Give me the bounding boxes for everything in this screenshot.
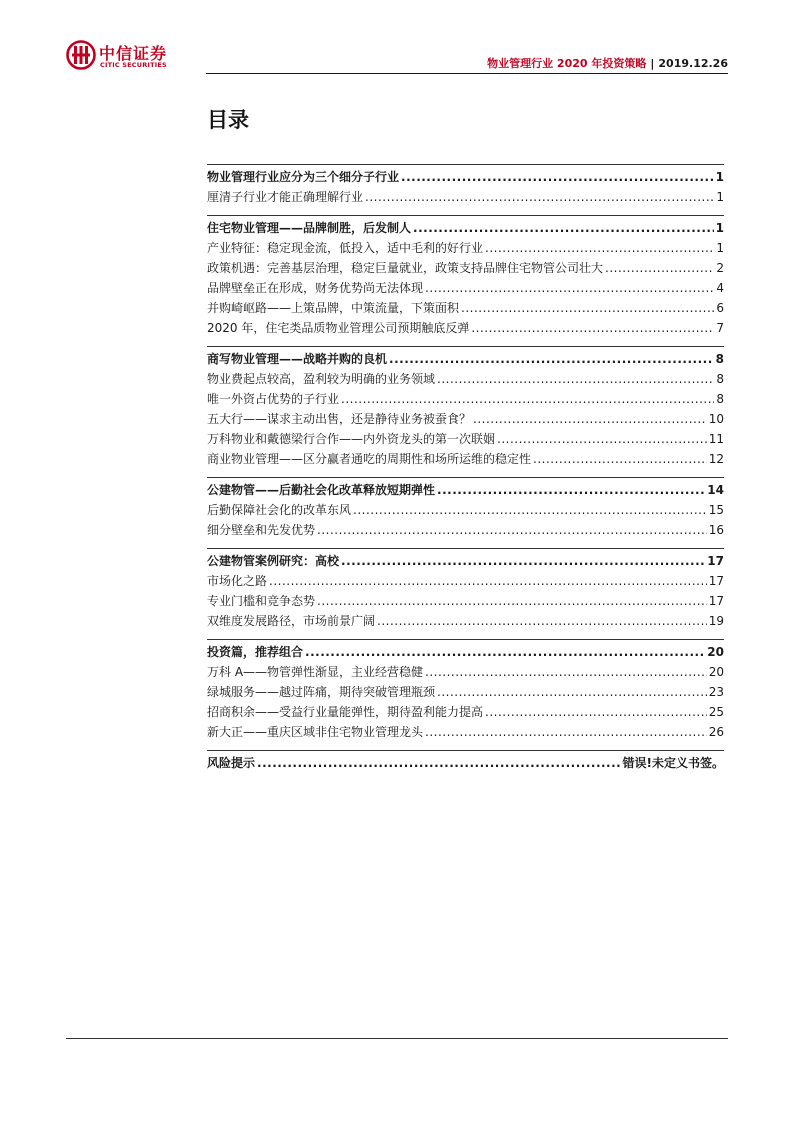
toc-subsection-entry[interactable] — [207, 279, 724, 299]
toc-subsection-entry-page-number: 17 — [708, 594, 724, 608]
toc-section — [207, 639, 724, 743]
dot-leader — [425, 281, 714, 295]
dot-leader — [485, 705, 707, 719]
toc-subsection-entry[interactable] — [207, 239, 724, 259]
toc-subsection-entry-page-number: 23 — [708, 685, 724, 699]
toc-subsection-entry[interactable] — [207, 703, 724, 723]
toc-subsection-entry-title: 2020 年，住宅类品质物业管理公司预期触底反弹 — [207, 321, 470, 335]
dot-leader — [425, 665, 707, 679]
logo-text-cn: 中信证券 — [99, 44, 168, 63]
toc-subsection-entry-page-number: 2 — [716, 261, 724, 275]
toc-subsection-entry[interactable] — [207, 683, 724, 703]
toc-subsection-entry-page-number: 17 — [708, 574, 724, 588]
toc-subsection-entry[interactable] — [207, 723, 724, 743]
dot-leader — [437, 372, 714, 386]
dot-leader — [461, 301, 714, 315]
toc-subsection-entry-page-number: 1 — [716, 190, 724, 204]
dot-leader — [471, 321, 714, 335]
toc-subsection-entry-title: 产业特征：稳定现金流，低投入，适中毛利的好行业 — [207, 241, 484, 255]
toc-subsection-entry[interactable] — [207, 663, 724, 683]
toc-section-entry-title: 公建物管——后勤社会化改革释放短期弹性 — [207, 483, 436, 497]
toc-section — [207, 477, 724, 541]
toc-section-entry[interactable] — [207, 219, 724, 239]
toc-section — [207, 548, 724, 632]
dot-leader — [437, 483, 705, 497]
toc-subsection-entry[interactable] — [207, 299, 724, 319]
toc-subsection-entry-page-number: 19 — [708, 614, 724, 628]
toc-section-entry[interactable] — [207, 643, 724, 663]
toc-subsection-entry[interactable] — [207, 370, 724, 390]
toc-subsection-entry-page-number: 12 — [708, 452, 724, 466]
toc-subsection-entry-page-number: 15 — [708, 503, 724, 517]
toc-section — [207, 750, 724, 774]
dot-leader — [473, 412, 707, 426]
citic-logo-icon — [66, 40, 96, 70]
report-date: 2019.12.26 — [658, 57, 728, 70]
toc-subsection-entry[interactable] — [207, 319, 724, 339]
toc-subsection-entry-page-number: 8 — [716, 372, 724, 386]
table-of-contents — [207, 164, 724, 781]
toc-subsection-entry-title: 细分壁垒和先发优势 — [207, 523, 316, 537]
toc-subsection-entry[interactable] — [207, 259, 724, 279]
toc-subsection-entry[interactable] — [207, 592, 724, 612]
logo-text-en: CITIC SECURITIES — [100, 61, 167, 69]
toc-subsection-entry-title: 物业费起点较高，盈利较为明确的业务领域 — [207, 372, 436, 386]
toc-subsection-entry-page-number: 16 — [708, 523, 724, 537]
toc-subsection-entry-page-number: 10 — [708, 412, 724, 426]
toc-section-entry[interactable] — [207, 350, 724, 370]
dot-leader — [353, 503, 707, 517]
toc-subsection-entry[interactable] — [207, 572, 724, 592]
page-header — [66, 38, 728, 78]
toc-section-entry-title: 物业管理行业应分为三个细分子行业 — [207, 170, 400, 184]
dot-leader — [389, 352, 714, 366]
dot-leader — [497, 432, 707, 446]
toc-subsection-entry-page-number: 1 — [716, 241, 724, 255]
toc-subsection-entry-page-number: 26 — [708, 725, 724, 739]
dot-leader — [305, 645, 705, 659]
dot-leader — [425, 725, 707, 739]
toc-subsection-entry[interactable] — [207, 521, 724, 541]
toc-section-entry-title: 风险提示 — [207, 756, 256, 770]
header-divider — [206, 73, 728, 74]
dot-leader — [341, 392, 714, 406]
toc-section-entry-page-number: 14 — [707, 483, 724, 497]
toc-subsection-entry-title: 万科 A——物管弹性渐显，主业经营稳健 — [207, 665, 424, 679]
toc-subsection-entry-page-number: 8 — [716, 392, 724, 406]
toc-section-entry[interactable] — [207, 168, 724, 188]
toc-subsection-entry[interactable] — [207, 430, 724, 450]
toc-section — [207, 164, 724, 208]
dot-leader — [317, 523, 707, 537]
toc-section-entry-page-number: 8 — [715, 352, 724, 366]
toc-section-entry-title: 商写物业管理——战略并购的良机 — [207, 352, 388, 366]
dot-leader — [317, 594, 707, 608]
toc-section-entry-page-number: 1 — [715, 221, 724, 235]
toc-subsection-entry-title: 政策机遇：完善基层治理，稳定巨量就业，政策支持品牌住宅物管公司壮大 — [207, 261, 604, 275]
toc-subsection-entry-title: 品牌壁垒正在形成，财务优势尚无法体现 — [207, 281, 424, 295]
toc-heading: 目录 — [207, 108, 249, 132]
dot-leader — [269, 574, 707, 588]
toc-subsection-entry-page-number: 25 — [708, 705, 724, 719]
dot-leader — [401, 170, 714, 184]
dot-leader — [257, 756, 621, 770]
toc-subsection-entry-title: 后勤保障社会化的改革东风 — [207, 503, 352, 517]
report-title: 物业管理行业 2020 年投资策略 — [487, 57, 647, 70]
toc-subsection-entry-title: 绿城服务——越过阵痛，期待突破管理瓶颈 — [207, 685, 436, 699]
toc-subsection-entry-title: 并购崎岖路——上策品牌，中策流量，下策面积 — [207, 301, 460, 315]
toc-subsection-entry-title: 专业门槛和竞争态势 — [207, 594, 316, 608]
footer-divider — [66, 1038, 728, 1039]
toc-subsection-entry-title: 厘清子行业才能正确理解行业 — [207, 190, 364, 204]
toc-subsection-entry-page-number: 6 — [716, 301, 724, 315]
dot-leader — [377, 614, 707, 628]
dot-leader — [437, 685, 707, 699]
header-report-info — [487, 55, 728, 71]
dot-leader — [413, 221, 714, 235]
toc-section-entry-page-number: 错误!未定义书签。 — [622, 756, 724, 770]
toc-section-entry-page-number: 17 — [707, 554, 724, 568]
citic-logo — [66, 38, 186, 74]
toc-subsection-entry-page-number: 11 — [708, 432, 724, 446]
toc-subsection-entry-title: 双维度发展路径，市场前景广阔 — [207, 614, 376, 628]
dot-leader — [341, 554, 705, 568]
toc-subsection-entry[interactable] — [207, 188, 724, 208]
toc-subsection-entry-title: 招商积余——受益行业量能弹性，期待盈利能力提高 — [207, 705, 484, 719]
toc-section — [207, 346, 724, 470]
toc-section-entry-title: 投资篇，推荐组合 — [207, 645, 304, 659]
toc-subsection-entry[interactable] — [207, 501, 724, 521]
dot-leader — [533, 452, 707, 466]
toc-section-entry-page-number: 1 — [715, 170, 724, 184]
toc-subsection-entry[interactable] — [207, 410, 724, 430]
toc-section-entry[interactable] — [207, 754, 724, 774]
toc-section-entry[interactable] — [207, 552, 724, 572]
toc-subsection-entry-title: 新大正——重庆区域非住宅物业管理龙头 — [207, 725, 424, 739]
header-separator: | — [650, 57, 655, 70]
dot-leader — [365, 190, 714, 204]
toc-subsection-entry-title: 市场化之路 — [207, 574, 268, 588]
toc-subsection-entry[interactable] — [207, 390, 724, 410]
toc-subsection-entry[interactable] — [207, 612, 724, 632]
toc-subsection-entry-title: 唯一外资占优势的子行业 — [207, 392, 340, 406]
dot-leader — [605, 261, 714, 275]
toc-section-entry-title: 住宅物业管理——品牌制胜，后发制人 — [207, 221, 412, 235]
toc-subsection-entry-page-number: 7 — [716, 321, 724, 335]
toc-subsection-entry-title: 万科物业和戴德梁行合作——内外资龙头的第一次联姻 — [207, 432, 496, 446]
toc-section-entry[interactable] — [207, 481, 724, 501]
toc-subsection-entry[interactable] — [207, 450, 724, 470]
toc-section — [207, 215, 724, 339]
toc-subsection-entry-page-number: 20 — [708, 665, 724, 679]
toc-section-entry-title: 公建物管案例研究：高校 — [207, 554, 340, 568]
toc-subsection-entry-page-number: 4 — [716, 281, 724, 295]
toc-subsection-entry-title: 五大行——谋求主动出售，还是静待业务被蚕食？ — [207, 412, 472, 426]
toc-section-entry-page-number: 20 — [707, 645, 724, 659]
dot-leader — [485, 241, 714, 255]
toc-subsection-entry-title: 商业物业管理——区分赢者通吃的周期性和场所运维的稳定性 — [207, 452, 532, 466]
